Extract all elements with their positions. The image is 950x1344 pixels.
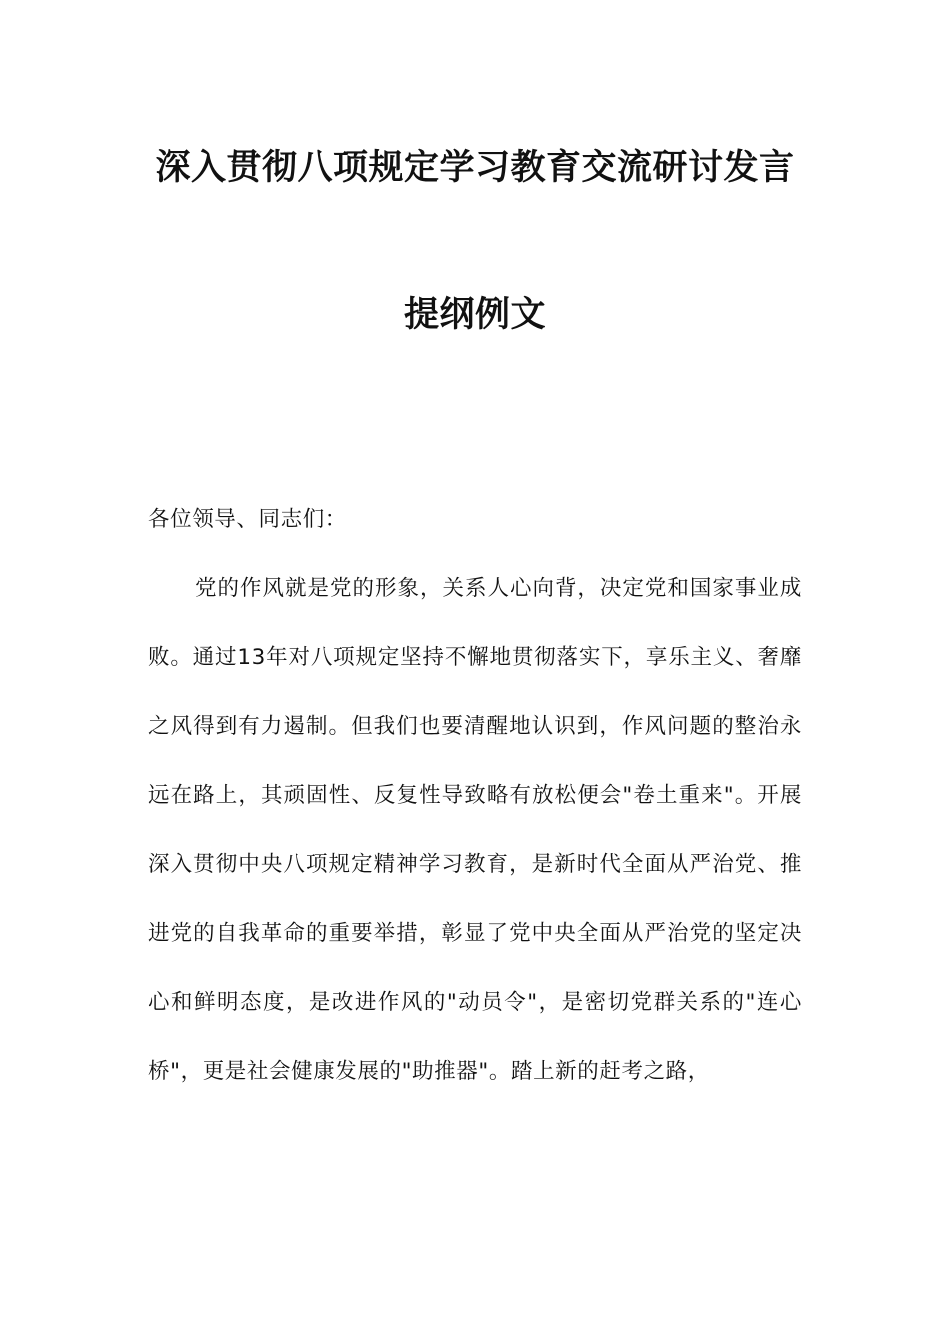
page-title: 深入贯彻八项规定学习教育交流研讨发言提纲例文 bbox=[155, 148, 795, 335]
document-body bbox=[148, 485, 802, 1106]
paragraph-salutation: 各位领导、同志们： bbox=[148, 507, 347, 532]
paragraph-opening: 党的作风就是党的形象，关系人心向背，决定党和国家事业成败。通过13年对八项规定坚持不懈地贯彻落实下，享乐主义、奢靡之风得到有力遏制。但我们也要清醒地认识到，作风问题的整治永远在路上，其顽固性、反复性导致略有放松便会"卷土重来"。开展深入贯彻中央八项规定精神学习教育，是新时代全面从严治党、推进党的自我革命的重要举措，彰显了党中央全面从严治党的坚定决心和鲜明态度，是改进作风的"动员令"，是密切党群关系的"连心桥"，更是社会健康发展的"助推器"。踏上新的赶考之路， bbox=[148, 576, 802, 1084]
